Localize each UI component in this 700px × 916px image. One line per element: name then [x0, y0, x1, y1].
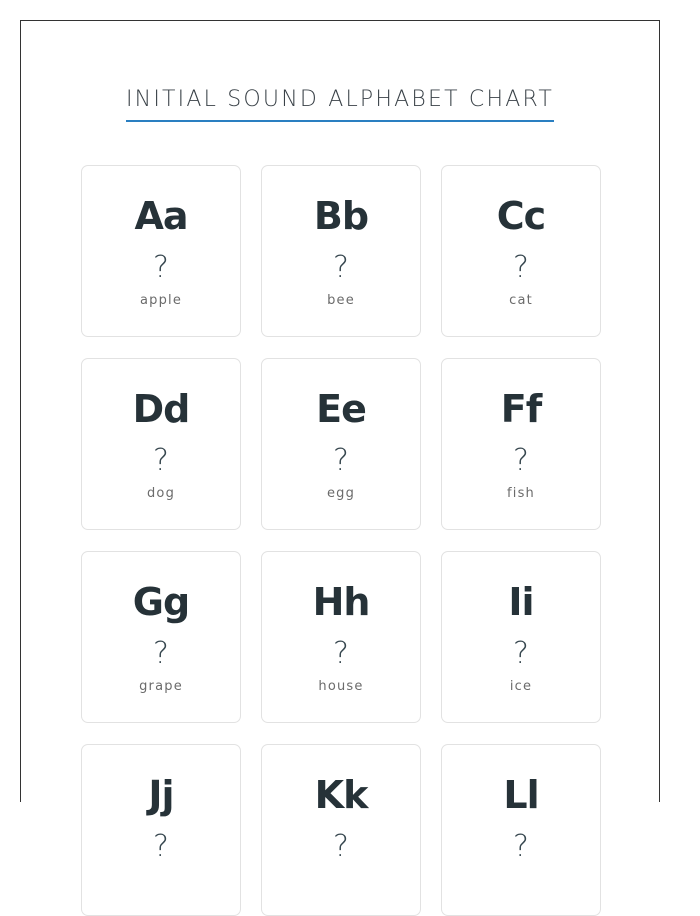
word: ice — [509, 679, 533, 694]
alphabet-grid — [81, 165, 601, 916]
picture-placeholder: ? — [153, 250, 169, 285]
letter: Ll — [503, 773, 539, 817]
letter: Dd — [132, 387, 190, 431]
letter-card-b — [261, 165, 421, 337]
picture-placeholder: ? — [333, 829, 349, 864]
letter: Ii — [508, 580, 534, 624]
picture-placeholder: ? — [153, 829, 169, 864]
letter-card-a — [81, 165, 241, 337]
page-title: INITIAL SOUND ALPHABET CHART — [126, 87, 554, 122]
picture-placeholder: ? — [333, 636, 349, 671]
letter-card-g — [81, 551, 241, 723]
word: dog — [146, 486, 176, 501]
word: apple — [139, 293, 183, 308]
picture-placeholder: ? — [333, 443, 349, 478]
picture-placeholder: ? — [513, 829, 529, 864]
word: egg — [326, 486, 356, 501]
picture-placeholder: ? — [153, 636, 169, 671]
picture-placeholder: ? — [513, 250, 529, 285]
letter-card-j — [81, 744, 241, 916]
letter: Ff — [500, 387, 542, 431]
picture-placeholder: ? — [153, 443, 169, 478]
letter: Gg — [132, 580, 190, 624]
letter: Cc — [496, 194, 546, 238]
letter-card-i — [441, 551, 601, 723]
letter-card-k — [261, 744, 421, 916]
word: cat — [509, 293, 533, 308]
word: house — [318, 679, 364, 694]
picture-placeholder: ? — [513, 636, 529, 671]
word: fish — [506, 486, 535, 501]
letter-card-l — [441, 744, 601, 916]
letter: Jj — [148, 773, 174, 817]
word: grape — [139, 679, 183, 694]
letter: Bb — [313, 194, 369, 238]
letter-card-d — [81, 358, 241, 530]
letter: Hh — [312, 580, 370, 624]
letter-card-e — [261, 358, 421, 530]
picture-placeholder: ? — [333, 250, 349, 285]
letter: Kk — [314, 773, 368, 817]
letter-card-f — [441, 358, 601, 530]
letter-card-h — [261, 551, 421, 723]
picture-placeholder: ? — [513, 443, 529, 478]
letter: Aa — [134, 194, 188, 238]
word: bee — [327, 293, 355, 308]
letter: Ee — [316, 387, 366, 431]
letter-card-c — [441, 165, 601, 337]
chart-page — [20, 20, 660, 864]
